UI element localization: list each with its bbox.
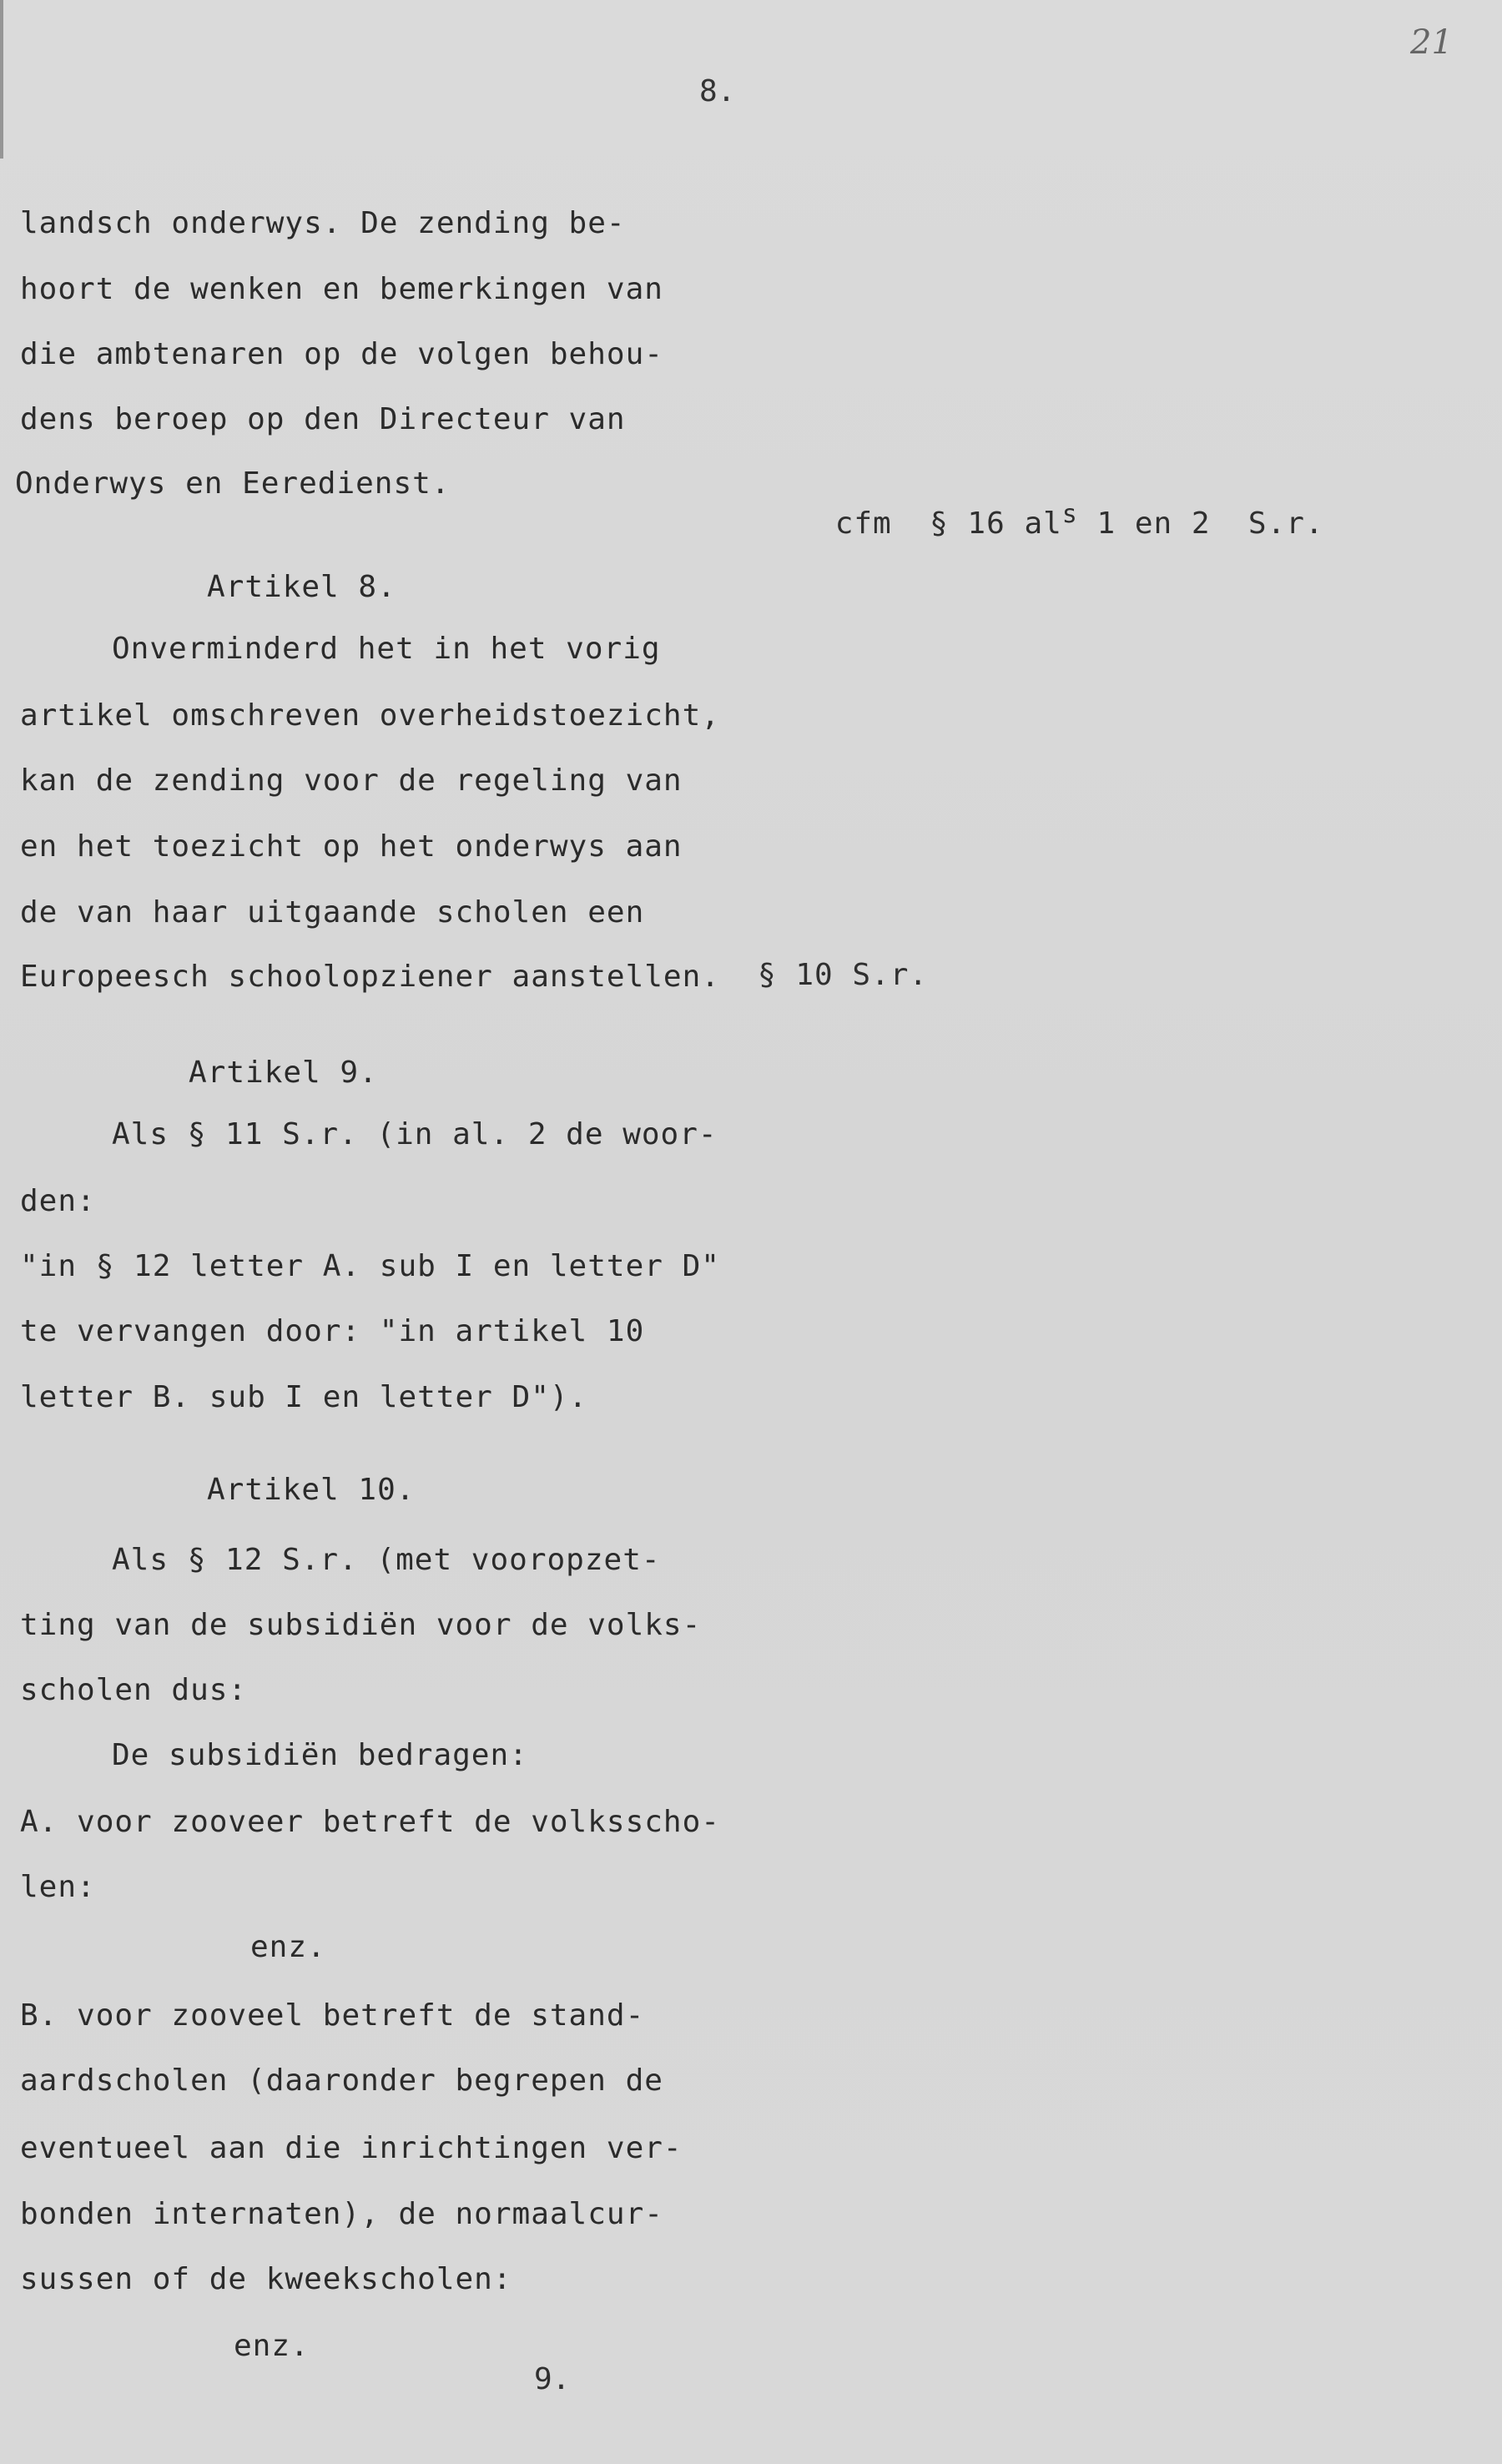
body-line: Als § 12 S.r. (met vooropzet- <box>112 1543 661 1577</box>
body-line: den: <box>20 1184 96 1218</box>
body-line: Onverminderd het in het vorig <box>112 632 661 666</box>
body-line: aardscholen (daaronder begrepen de <box>20 2063 663 2098</box>
corner-handwritten-number: 21 <box>1410 23 1453 62</box>
reference-text: cfm § 16 al <box>834 506 1062 541</box>
body-line: hoort de wenken en bemerkingen van <box>20 272 663 306</box>
body-line: B. voor zooveel betreft de stand- <box>20 1998 645 2033</box>
reference-note: § 10 S.r. <box>758 958 929 992</box>
body-line: ting van de subsidiën voor de volks- <box>20 1608 702 1642</box>
body-line: te vervangen door: "in artikel 10 <box>20 1314 645 1348</box>
body-line: Onderwys en Eeredienst. <box>15 466 451 501</box>
body-line: eventueel aan die inrichtingen ver- <box>20 2131 683 2165</box>
body-line: dens beroep op den Directeur van <box>20 402 626 436</box>
reference-note <box>759 465 1324 574</box>
body-line: Europeesch schoolopziener aanstellen. <box>20 960 720 994</box>
body-line: de van haar uitgaande scholen een <box>20 895 645 930</box>
body-line: artikel omschreven overheidstoezicht, <box>20 698 720 733</box>
article-heading: Artikel 8. <box>207 570 396 604</box>
body-line: A. voor zooveer betreft de volksscho- <box>20 1805 720 1839</box>
page-number: 8. <box>699 74 736 108</box>
article-heading: Artikel 9. <box>189 1056 378 1090</box>
body-line: "in § 12 letter A. sub I en letter D" <box>20 1249 720 1283</box>
body-line: kan de zending voor de regeling van <box>20 763 683 798</box>
body-line: enz. <box>250 1930 326 1964</box>
body-line: scholen dus: <box>20 1673 248 1707</box>
reference-superscript: s <box>1061 500 1078 529</box>
body-line: enz. <box>234 2329 310 2363</box>
next-page-marker: 9. <box>534 2362 571 2396</box>
body-line: Als § 11 S.r. (in al. 2 de woor- <box>112 1117 718 1151</box>
scan-edge-mark <box>0 0 3 159</box>
body-line: landsch onderwys. De zending be- <box>20 206 626 240</box>
body-line: bonden internaten), de normaalcur- <box>20 2197 663 2231</box>
body-line: letter B. sub I en letter D"). <box>20 1380 588 1414</box>
body-line: die ambtenaren op de volgen behou- <box>20 337 663 371</box>
body-line: len: <box>20 1870 96 1904</box>
reference-text: 1 en 2 S.r. <box>1077 506 1324 541</box>
body-line: en het toezicht op het onderwys aan <box>20 829 683 864</box>
body-line: sussen of de kweekscholen: <box>20 2262 512 2296</box>
article-heading: Artikel 10. <box>207 1473 416 1507</box>
body-line: De subsidiën bedragen: <box>112 1738 528 1772</box>
